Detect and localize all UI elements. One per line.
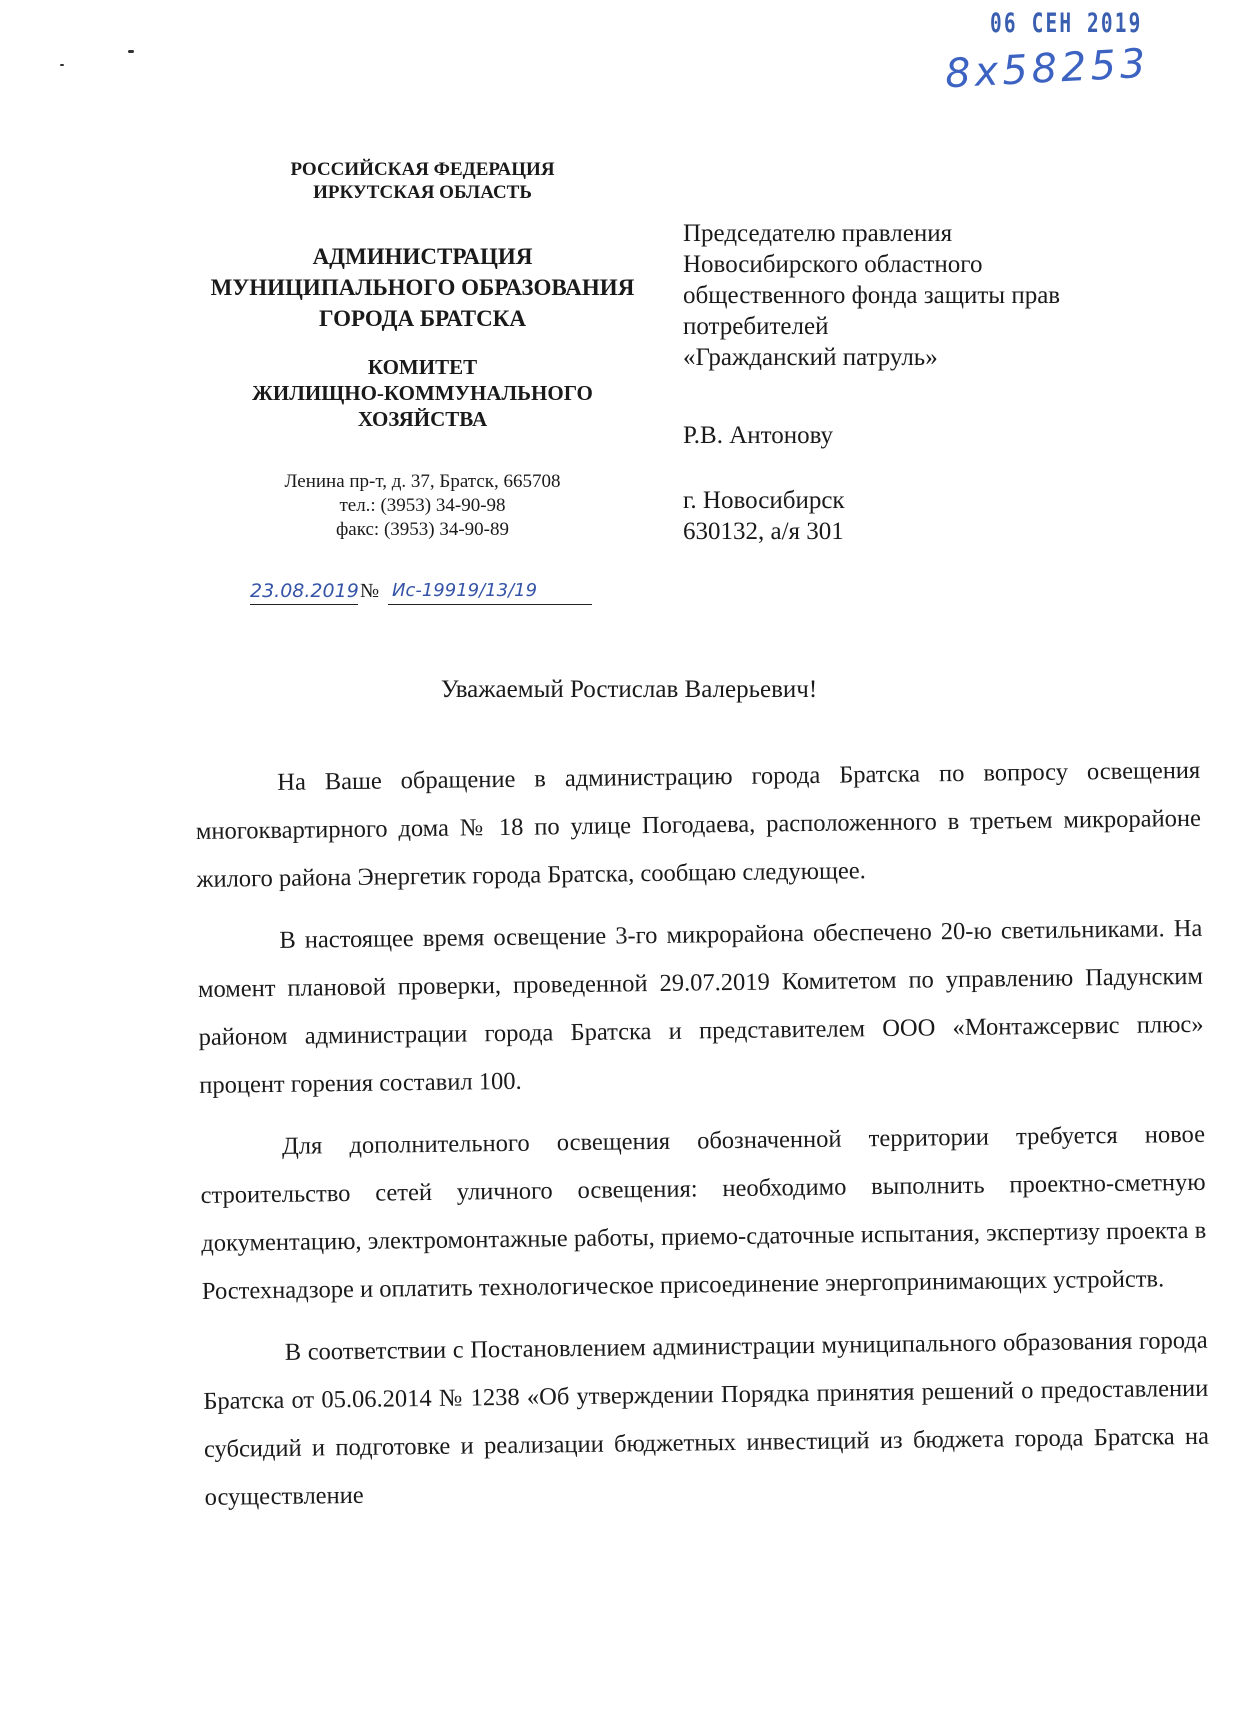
admin-line: АДМИНИСТРАЦИЯ bbox=[312, 244, 533, 269]
body-paragraph: В соответствии с Постановлением администрации муниципального образования города Братска от 05.06.2014 № 1238 «Об утверждении Порядка принятия решений о предоставлении субсидий и подготовке и реализации бюджетных инвестиций из бюджета города Братска на осуществление bbox=[203, 1326, 1210, 1511]
incoming-number-handwritten: 8х58253 bbox=[943, 40, 1151, 98]
addressee-line: Председателю правления bbox=[683, 220, 953, 247]
outgoing-reference bbox=[250, 578, 590, 606]
committee-line: КОМИТЕТ bbox=[367, 355, 478, 379]
addressee-name: Р.В. Антонову bbox=[683, 422, 834, 449]
committee-line: ЖИЛИЩНО-КОММУНАЛЬНОГО bbox=[252, 381, 593, 405]
addressee-address bbox=[683, 485, 1203, 547]
sender-administration bbox=[180, 241, 665, 334]
addressee-line: Новосибирского областного bbox=[683, 251, 983, 278]
body-paragraph: На Ваше обращение в администрацию города Братска по вопросу освещения многоквартирного дома № 18 по улице Погодаева, расположенного в третьем микрорайоне жилого района Энергетик города Братска, сообщаю следующее. bbox=[195, 756, 1202, 893]
addressee-line: потребителей bbox=[683, 313, 829, 340]
received-date-stamp: 06 СЕН 2019 bbox=[990, 8, 1143, 39]
committee-line: ХОЗЯЙСТВА bbox=[357, 407, 488, 431]
scan-speck bbox=[60, 64, 64, 66]
sender-committee bbox=[180, 354, 665, 432]
country-line: РОССИЙСКАЯ ФЕДЕРАЦИЯ bbox=[290, 159, 555, 180]
sender-country-region bbox=[180, 158, 665, 204]
sender-address: Ленина пр-т, д. 37, Братск, 665708 bbox=[284, 471, 561, 492]
body-paragraph: Для дополнительного освещения обозначенной территории требуется новое строительство сетей уличного освещения: необходимо выполнить проектно-сметную документацию, электромонтажные работы, приемо-сдаточные испытания, экспертизу проекта в Ростехнадзоре и оплатить технологическое присоединение энергопринимающих устройств. bbox=[200, 1120, 1207, 1305]
addressee-line: «Гражданский патруль» bbox=[683, 344, 938, 371]
admin-line: ГОРОДА БРАТСКА bbox=[319, 306, 526, 331]
letter-body bbox=[195, 747, 1210, 1536]
sender-fax: факс: (3953) 34-90-89 bbox=[335, 519, 510, 540]
region-line: ИРКУТСКАЯ ОБЛАСТЬ bbox=[313, 182, 532, 203]
outgoing-number: Ис-19919/13/19 bbox=[388, 578, 592, 605]
outgoing-date: 23.08.2019 bbox=[250, 578, 358, 605]
sender-contacts bbox=[180, 470, 665, 542]
admin-line: МУНИЦИПАЛЬНОГО ОБРАЗОВАНИЯ bbox=[210, 275, 635, 300]
sender-phone: тел.: (3953) 34-90-98 bbox=[339, 495, 506, 516]
body-paragraph: В настоящее время освещение 3-го микрорайона обеспечено 20-ю светильниками. На момент плановой проверки, проведенной 29.07.2019 Комитетом по управлению Падунским районом администрации города Братска и представителем ООО «Монтажсервис плюс» процент горения составил 100. bbox=[197, 914, 1204, 1099]
addressee-city: г. Новосибирск bbox=[683, 487, 845, 514]
addressee-line: общественного фонда защиты прав bbox=[683, 282, 1061, 309]
addressee-postal: 630132, а/я 301 bbox=[683, 518, 844, 545]
scan-speck bbox=[128, 50, 134, 53]
addressee-position bbox=[683, 218, 1203, 373]
number-sign: № bbox=[360, 580, 380, 602]
salutation: Уважаемый Ростислав Валерьевич! bbox=[440, 676, 818, 703]
